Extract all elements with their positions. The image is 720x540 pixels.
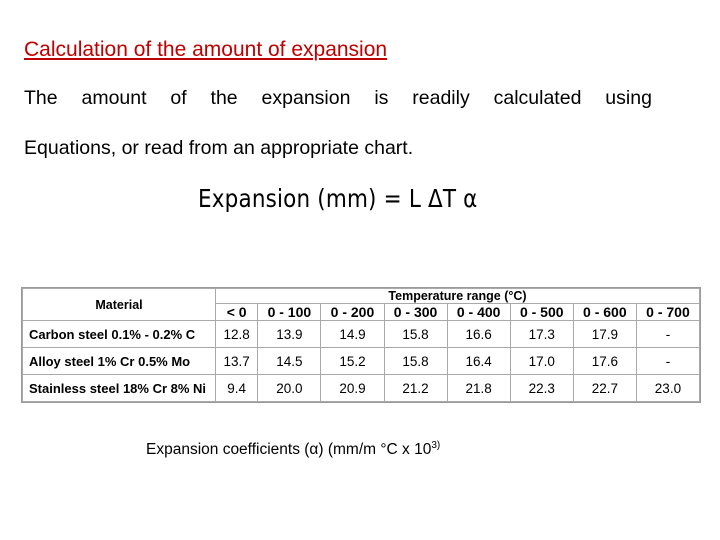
value-cell: 15.8 <box>384 348 447 375</box>
paragraph-word: calculated <box>493 87 582 109</box>
caption-superscript: 3) <box>431 440 441 451</box>
table-header-row-1 <box>23 289 700 304</box>
value-cell: 16.6 <box>447 321 510 348</box>
value-cell: 20.9 <box>321 375 384 402</box>
value-cell: 17.0 <box>510 348 573 375</box>
value-cell: - <box>636 348 699 375</box>
value-cell: 13.7 <box>216 348 258 375</box>
value-cell: 15.8 <box>384 321 447 348</box>
value-cell: 9.4 <box>216 375 258 402</box>
material-cell: Alloy steel 1% Cr 0.5% Mo <box>23 348 216 375</box>
material-cell: Stainless steel 18% Cr 8% Ni <box>23 375 216 402</box>
value-cell: 16.4 <box>447 348 510 375</box>
temperature-range-header: Temperature range (°C) <box>216 289 700 304</box>
value-cell: 21.2 <box>384 375 447 402</box>
caption-text: Expansion coefficients (α) (mm/m °C x 10 <box>146 441 432 459</box>
paragraph-word: using <box>605 87 652 109</box>
value-cell: 21.8 <box>447 375 510 402</box>
temperature-range-cell: 0 - 400 <box>447 304 510 321</box>
material-cell: Carbon steel 0.1% - 0.2% C <box>23 321 216 348</box>
value-cell: 17.3 <box>510 321 573 348</box>
temperature-range-cell: 0 - 500 <box>510 304 573 321</box>
paragraph-line-2: Equations, or read from an appropriate chart. <box>24 137 414 159</box>
value-cell: 13.9 <box>258 321 321 348</box>
value-cell: 14.9 <box>321 321 384 348</box>
value-cell: 14.5 <box>258 348 321 375</box>
expansion-equation: Expansion (mm) = L ΔT α <box>198 184 478 213</box>
paragraph-word: is <box>374 87 389 109</box>
paragraph-word: readily <box>412 87 470 109</box>
slide-title: Calculation of the amount of expansion <box>24 38 388 61</box>
paragraph-word: expansion <box>261 87 351 109</box>
paragraph-word: amount <box>81 87 147 109</box>
table-row <box>23 375 700 402</box>
temperature-range-cell: < 0 <box>216 304 258 321</box>
value-cell: 22.7 <box>573 375 636 402</box>
paragraph-word: of <box>170 87 187 109</box>
value-cell: - <box>636 321 699 348</box>
value-cell: 23.0 <box>636 375 699 402</box>
table-row <box>23 321 700 348</box>
expansion-table <box>21 287 701 403</box>
value-cell: 12.8 <box>216 321 258 348</box>
paragraph-word: the <box>210 87 238 109</box>
value-cell: 22.3 <box>510 375 573 402</box>
value-cell: 15.2 <box>321 348 384 375</box>
table-caption <box>146 440 440 459</box>
table-row <box>23 348 700 375</box>
value-cell: 17.9 <box>573 321 636 348</box>
paragraph-line-1 <box>24 87 652 110</box>
paragraph-word: The <box>24 87 58 109</box>
material-header: Material <box>23 289 216 321</box>
temperature-range-cell: 0 - 100 <box>258 304 321 321</box>
temperature-range-cell: 0 - 700 <box>636 304 699 321</box>
temperature-range-cell: 0 - 300 <box>384 304 447 321</box>
temperature-range-cell: 0 - 200 <box>321 304 384 321</box>
value-cell: 20.0 <box>258 375 321 402</box>
temperature-range-cell: 0 - 600 <box>573 304 636 321</box>
value-cell: 17.6 <box>573 348 636 375</box>
